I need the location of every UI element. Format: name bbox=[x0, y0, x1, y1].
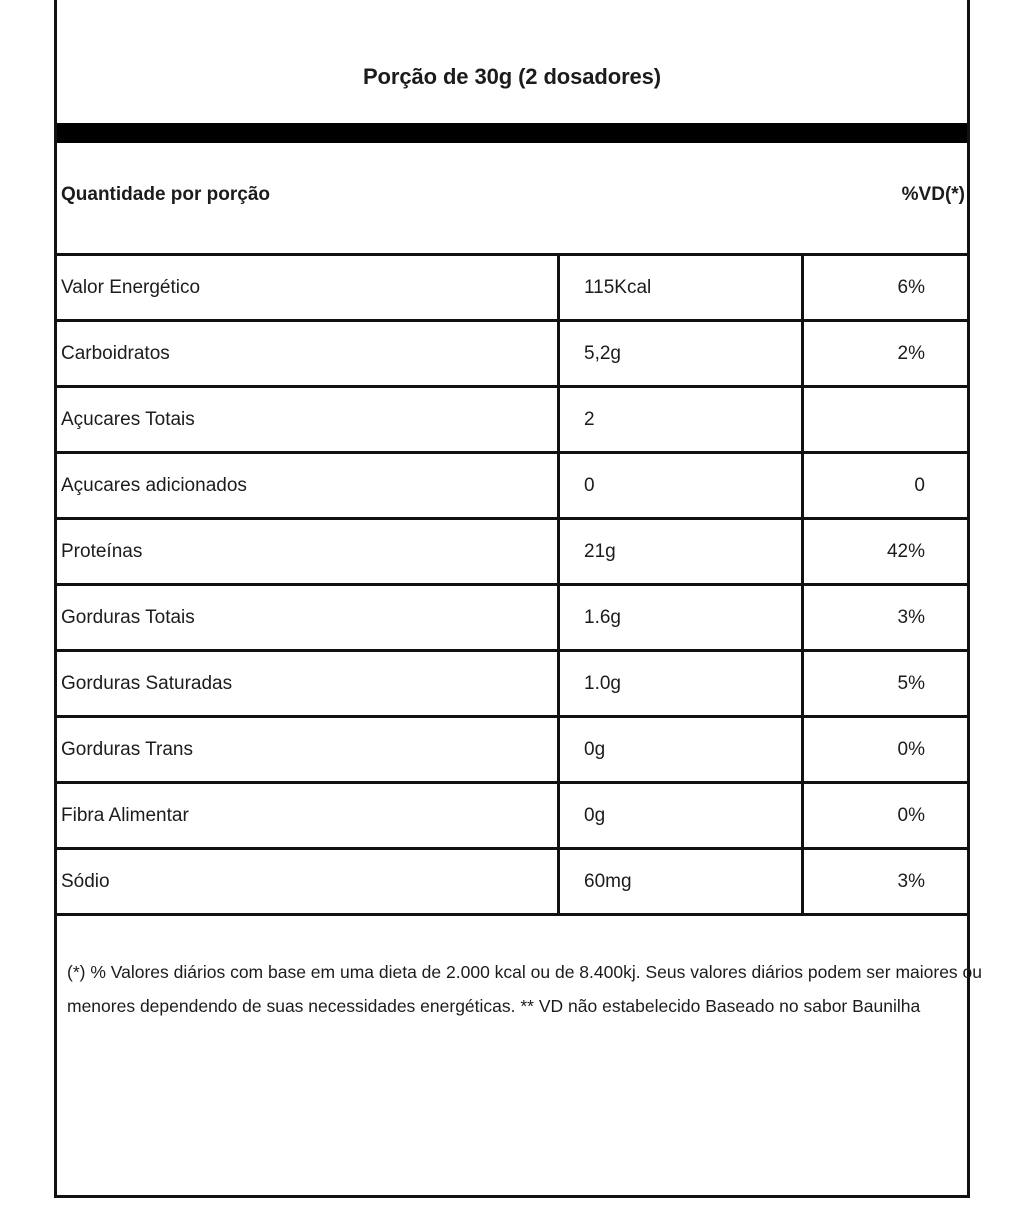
nutrient-daily-value: 5% bbox=[897, 672, 925, 694]
table-row bbox=[57, 718, 967, 784]
nutrient-value: 115Kcal bbox=[560, 256, 804, 319]
nutrient-daily-value: 42% bbox=[886, 540, 925, 562]
nutrient-value: 1.0g bbox=[560, 652, 804, 715]
nutrient-daily-value: 2% bbox=[897, 342, 925, 364]
nutrient-value: 21g bbox=[560, 520, 804, 583]
nutrient-daily-value bbox=[804, 388, 967, 451]
table-row bbox=[57, 520, 967, 586]
amount-per-serving-label: Quantidade por porção bbox=[61, 184, 271, 205]
nutrient-name: Gorduras Trans bbox=[57, 718, 560, 781]
nutrient-daily-value: 0% bbox=[897, 804, 925, 826]
nutrient-name: Valor Energético bbox=[57, 256, 560, 319]
nutrient-value: 0 bbox=[560, 454, 804, 517]
nutrient-daily-value: 0% bbox=[897, 738, 925, 760]
table-row bbox=[57, 784, 967, 850]
header-divider-bar bbox=[57, 123, 967, 143]
nutrient-value: 2 bbox=[560, 388, 804, 451]
nutrient-name: Proteínas bbox=[57, 520, 560, 583]
page-title: Porção de 30g (2 dosadores) bbox=[362, 63, 662, 89]
daily-value-header-label: %VD(*) bbox=[901, 184, 965, 205]
nutrient-value: 5,2g bbox=[560, 322, 804, 385]
nutrient-value: 0g bbox=[560, 718, 804, 781]
table-row bbox=[57, 256, 967, 322]
daily-value-footnote: (*) % Valores diários com base em uma dieta de 2.000 kcal ou de 8.400kj. Seus valores diários podem ser maiores ou menores dependendo de suas necessidades energéticas. ** VD não estabelecido Baseado no sabor Baunilha bbox=[67, 962, 983, 1016]
nutrient-name: Fibra Alimentar bbox=[57, 784, 560, 847]
serving-size-title-row bbox=[57, 0, 967, 123]
nutrient-value: 0g bbox=[560, 784, 804, 847]
table-row bbox=[57, 850, 967, 916]
nutrient-name: Gorduras Totais bbox=[57, 586, 560, 649]
table-row bbox=[57, 322, 967, 388]
nutrient-daily-value: 3% bbox=[897, 606, 925, 628]
nutrient-daily-value: 0 bbox=[914, 474, 925, 496]
nutrient-name: Carboidratos bbox=[57, 322, 560, 385]
nutrient-value: 60mg bbox=[560, 850, 804, 913]
nutrient-name: Gorduras Saturadas bbox=[57, 652, 560, 715]
table-row bbox=[57, 388, 967, 454]
table-row bbox=[57, 454, 967, 520]
amount-per-serving-header bbox=[57, 143, 967, 256]
nutrient-daily-value: 6% bbox=[897, 276, 925, 298]
nutrient-value: 1.6g bbox=[560, 586, 804, 649]
nutrient-daily-value: 3% bbox=[897, 870, 925, 892]
footnote-section bbox=[57, 915, 983, 1194]
nutrient-rows bbox=[57, 256, 967, 916]
table-row bbox=[57, 586, 967, 652]
nutrient-name: Açucares Totais bbox=[57, 388, 560, 451]
nutrition-facts-table bbox=[54, 0, 983, 1198]
table-row bbox=[57, 652, 967, 718]
nutrient-name: Sódio bbox=[57, 850, 560, 913]
nutrient-name: Açucares adicionados bbox=[57, 454, 560, 517]
